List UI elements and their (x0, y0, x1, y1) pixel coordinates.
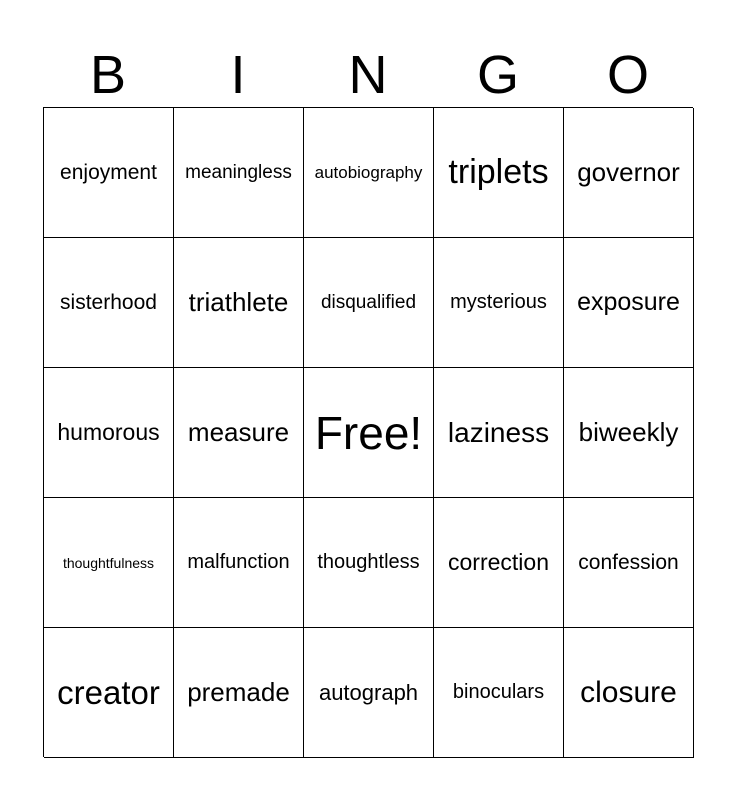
bingo-cell[interactable]: thoughtless (304, 498, 434, 628)
bingo-cell[interactable]: premade (174, 628, 304, 758)
bingo-cell[interactable]: enjoyment (44, 108, 174, 238)
bingo-cell[interactable]: humorous (44, 368, 174, 498)
bingo-cell[interactable]: autograph (304, 628, 434, 758)
bingo-cell[interactable]: measure (174, 368, 304, 498)
bingo-cell[interactable]: creator (44, 628, 174, 758)
bingo-cell[interactable]: disqualified (304, 238, 434, 368)
header-letter-i: I (230, 45, 246, 105)
bingo-cell[interactable]: biweekly (564, 368, 694, 498)
bingo-cell[interactable]: malfunction (174, 498, 304, 628)
bingo-cell[interactable]: binoculars (434, 628, 564, 758)
header-letter-b: B (89, 45, 127, 105)
bingo-board (43, 107, 693, 757)
bingo-cell[interactable]: mysterious (434, 238, 564, 368)
bingo-header (43, 44, 693, 106)
bingo-cell[interactable]: triplets (434, 108, 564, 238)
header-letter-o: O (606, 45, 649, 105)
bingo-cell[interactable]: thoughtfulness (44, 498, 174, 628)
bingo-cell[interactable]: autobiography (304, 108, 434, 238)
bingo-cell-free[interactable]: Free! (304, 368, 434, 498)
bingo-cell[interactable]: sisterhood (44, 238, 174, 368)
bingo-cell[interactable]: confession (564, 498, 694, 628)
bingo-cell[interactable]: closure (564, 628, 694, 758)
header-letter-g: G (476, 45, 519, 105)
bingo-cell[interactable]: governor (564, 108, 694, 238)
bingo-cell[interactable]: meaningless (174, 108, 304, 238)
bingo-cell[interactable]: triathlete (174, 238, 304, 368)
bingo-cell[interactable]: correction (434, 498, 564, 628)
bingo-cell[interactable]: laziness (434, 368, 564, 498)
header-letter-n: N (348, 45, 388, 105)
bingo-cell[interactable]: exposure (564, 238, 694, 368)
